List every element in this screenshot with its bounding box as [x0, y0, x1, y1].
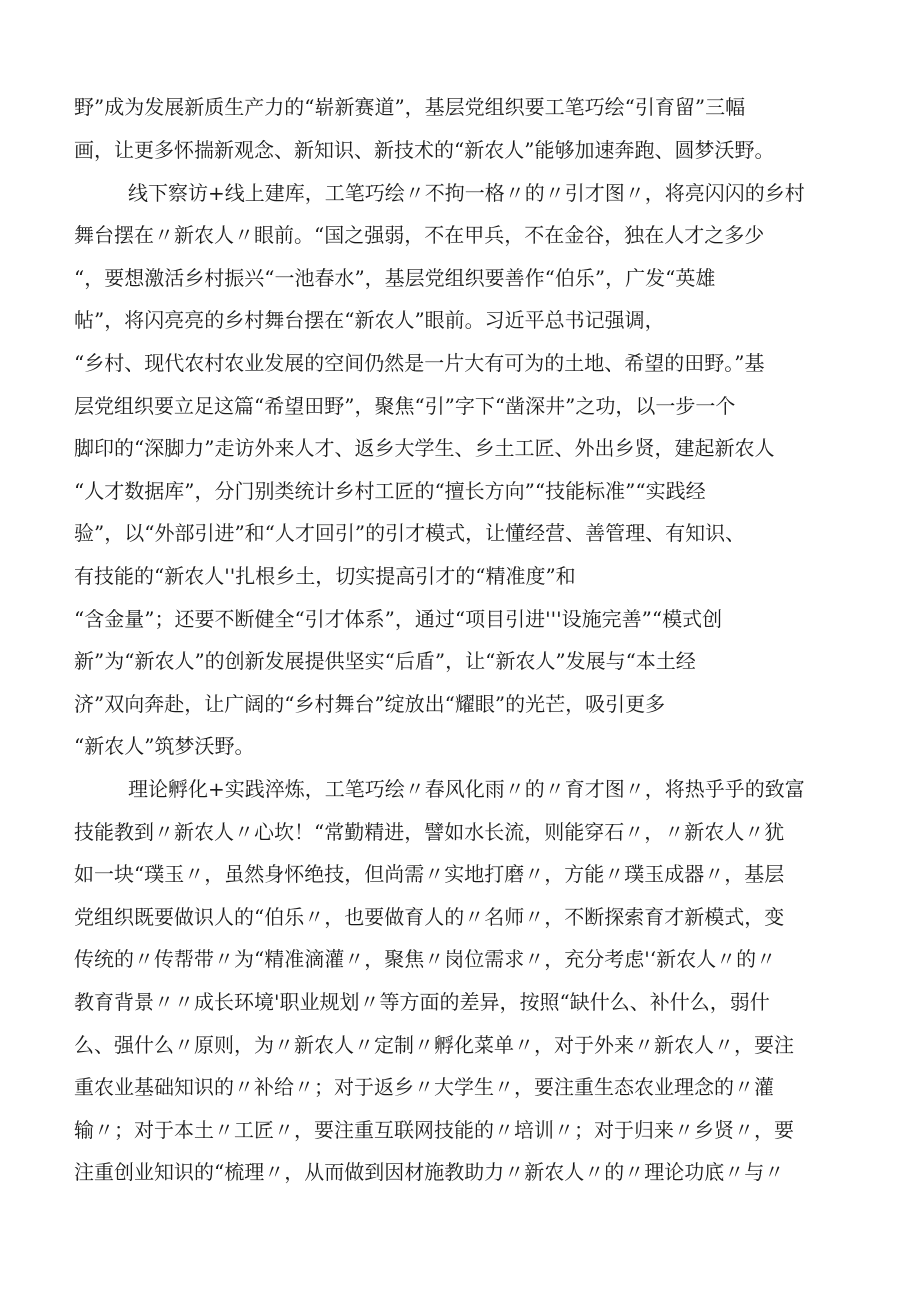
text-line: 帖”，将闪亮亮的乡村舞台摆在“新农人”眼前。习近平总书记强调， — [74, 308, 665, 332]
text-line: 验”，以“外部引进”和“人才回引”的引才模式，让懂经营、善管理、有知识、 — [74, 521, 746, 545]
text-line: “含金量”；还要不断健全“引才体系”，通过“项目引进'''设施完善”“模式创 — [74, 607, 723, 631]
text-line: “新农人”筑梦沃野。 — [74, 734, 255, 758]
text-line: 脚印的“深脚力”走访外来人才、返乡大学生、乡土工匠、外出乡贤，建起新农人 — [74, 436, 775, 460]
text-line: 党组织既要做识人的“伯乐〃，也要做育人的〃名师〃，不断探索育才新模式，变 — [74, 905, 785, 929]
text-line: 如一块“璞玉〃，虽然身怀绝技，但尚需〃实地打磨〃，方能〃璞玉成器〃，基层 — [74, 862, 785, 886]
paragraph-first-line: 线下察访+线上建库，工笔巧绘〃不拘一格〃的〃引才图〃，将亮闪闪的乡村 — [128, 181, 805, 205]
text-line: 技能教到〃新农人〃心坎！“常勤精进，譬如水长流，则能穿石〃，〃新农人〃犹 — [74, 820, 785, 844]
text-line: 注重创业知识的“梳理〃，从而做到因材施教助力〃新农人〃的〃理论功底〃与〃 — [74, 1160, 785, 1184]
text-line: 有技能的“新农人''扎根乡土，切实提高引才的“精准度”和 — [74, 564, 576, 588]
text-line: 层党组织要立足这篇“希望田野”，聚焦“引”字下“凿深井”之功，以一步一个 — [74, 394, 736, 418]
text-line: “，要想激活乡村振兴“一池春水”，基层党组织要善作“伯乐”，广发“英雄 — [74, 266, 716, 290]
paragraph-first-line: 理论孵化+实践淬炼，工笔巧绘〃春风化雨〃的〃育才图〃，将热乎乎的致富 — [128, 777, 805, 801]
text-line: 野”成为发展新质生产力的“崭新赛道”，基层党组织要工笔巧绘“引育留”三幅 — [74, 95, 746, 119]
text-line: 画，让更多怀揣新观念、新知识、新技术的“新农人”能够加速奔跑、圆梦沃野。 — [74, 138, 775, 162]
text-line: “人才数据库”，分门别类统计乡村工匠的“擅长方向”“技能标准”“实践经 — [74, 479, 706, 503]
text-line: 输〃；对于本土〃工匠〃，要注重互联网技能的〃培训〃；对于归来〃乡贤〃，要 — [74, 1118, 794, 1142]
text-line: 教育背景〃〃成长环境'职业规划〃等方面的差异，按照“缺什么、补什么，弱什 — [74, 990, 770, 1014]
text-line: 么、强什么〃原则，为〃新农人〃定制〃孵化菜单〃，对于外来〃新农人〃，要注 — [74, 1033, 794, 1057]
text-line: “乡村、现代农村农业发展的空间仍然是一片大有可为的土地、希望的田野。”基 — [74, 351, 765, 375]
text-line: 舞台摆在〃新农人〃眼前。“国之强弱，不在甲兵，不在金谷，独在人才之多少 — [74, 223, 765, 247]
text-line: 济”双向奔赴，让广阔的“乡村舞台”绽放出“耀眼”的光芒，吸引更多 — [74, 692, 666, 716]
text-line: 传统的〃传帮带〃为“精准滴灌〃，聚焦〃岗位需求〃，充分考虑'‘新农人〃的〃 — [74, 947, 777, 971]
text-line: 新”为“新农人”的创新发展提供坚实“后盾”，让“新农人”发展与“本土经 — [74, 649, 696, 673]
text-line: 重农业基础知识的〃补给〃；对于返乡〃大学生〃，要注重生态农业理念的〃灌 — [74, 1075, 774, 1099]
